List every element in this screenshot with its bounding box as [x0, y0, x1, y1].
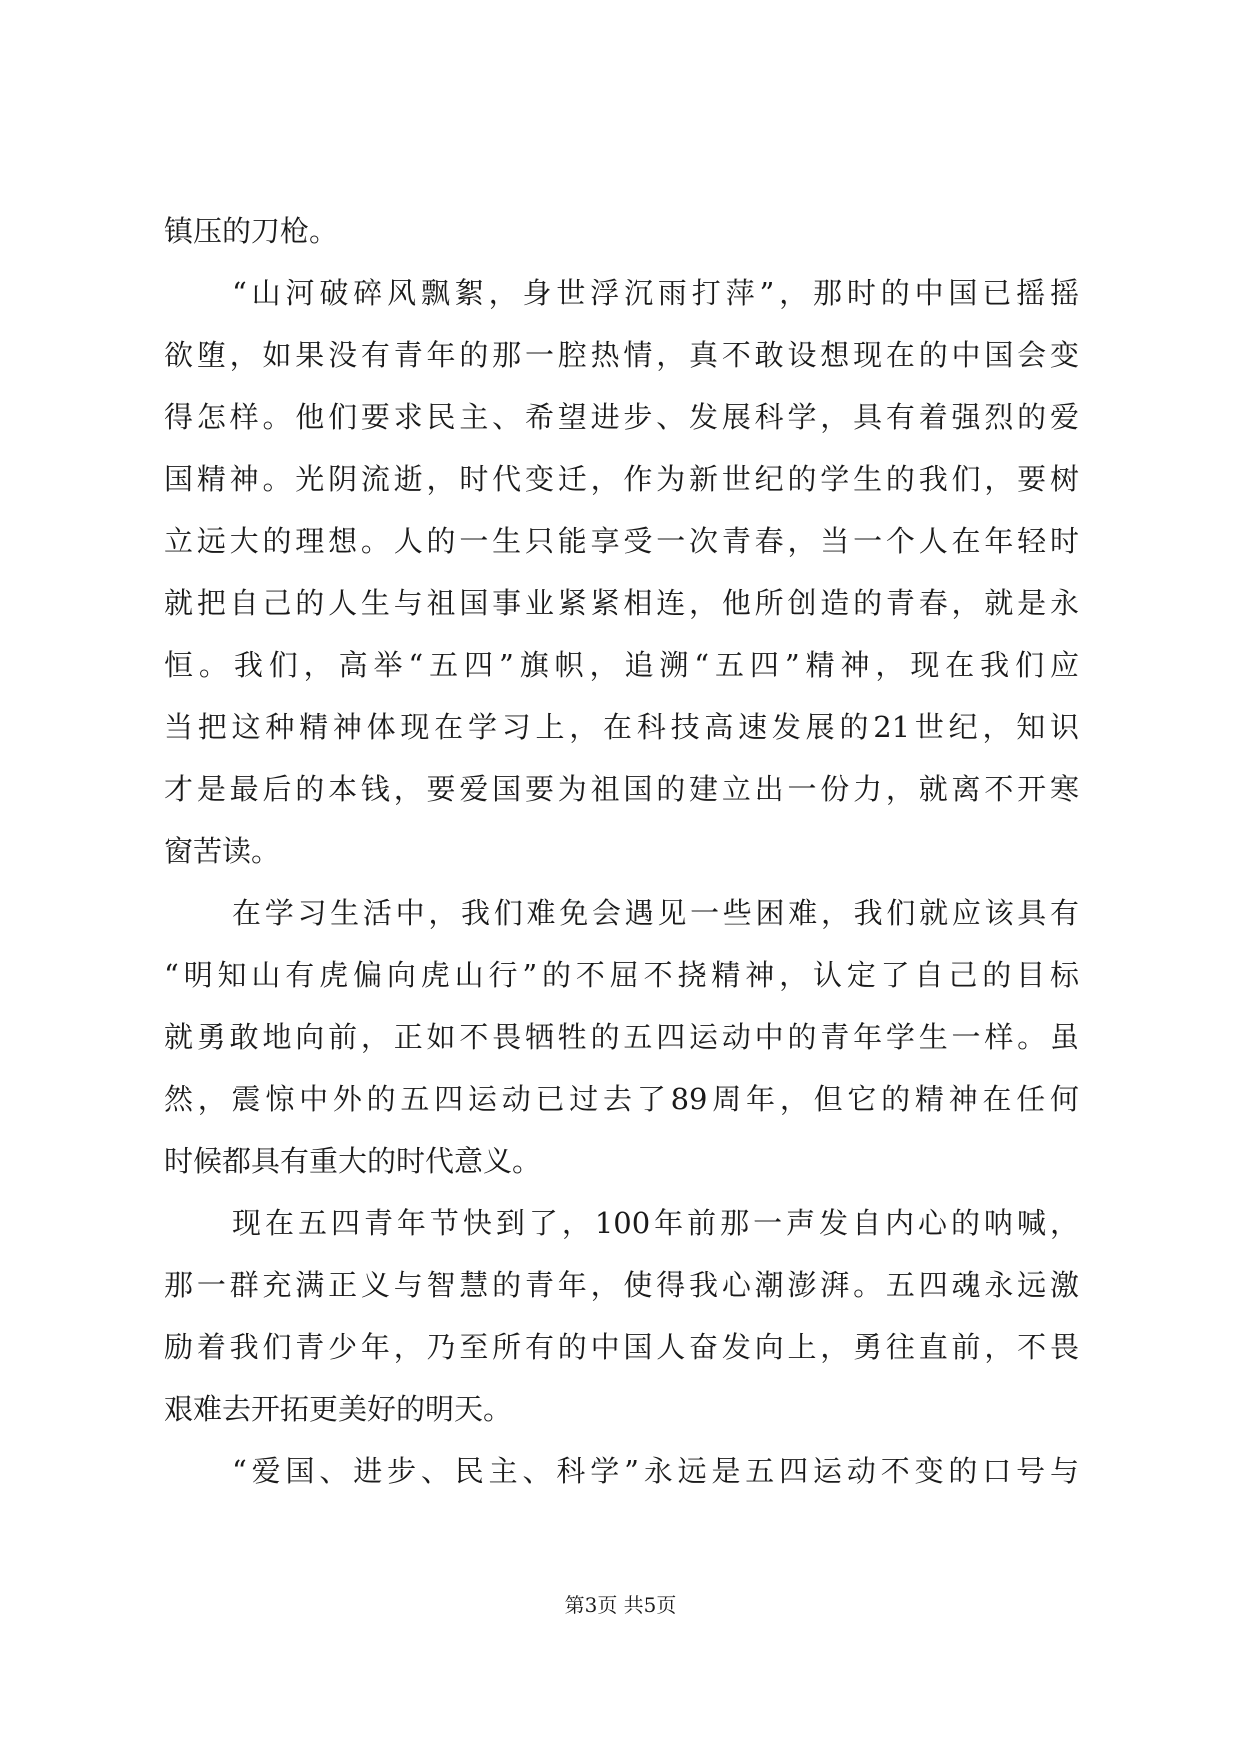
text-line: 在学习生活中，我们难免会遇见一些困难，我们就应该具有 — [232, 896, 1079, 930]
text-line: 就把自己的人生与祖国事业紧紧相连，他所创造的青春，就是永 — [164, 586, 1079, 620]
text-line: 欲堕，如果没有青年的那一腔热情，真不敢设想现在的中国会变 — [164, 338, 1079, 372]
text-line: 得怎样。他们要求民主、希望进步、发展科学，具有着强烈的爱 — [164, 400, 1079, 434]
text-line: 时候都具有重大的时代意义。 — [164, 1144, 542, 1178]
page-number-label: 第3页 共5页 — [564, 1593, 677, 1617]
text-line: 那一群充满正义与智慧的青年，使得我心潮澎湃。五四魂永远激 — [164, 1268, 1079, 1302]
text-line: 艰难去开拓更美好的明天。 — [164, 1392, 513, 1426]
text-line: “山河破碎风飘絮，身世浮沉雨打萍”，那时的中国已摇摇 — [232, 276, 1079, 310]
text-line: 才是最后的本钱，要爱国要为祖国的建立出一份力，就离不开寒 — [164, 772, 1079, 806]
text-line: 现在五四青年节快到了，100年前那一声发自内心的呐喊， — [232, 1206, 1079, 1240]
text-line: 国精神。光阴流逝，时代变迁，作为新世纪的学生的我们，要树 — [164, 462, 1079, 496]
text-line: 当把这种精神体现在学习上，在科技高速发展的21世纪，知识 — [164, 710, 1079, 744]
text-line: 恒。我们，高举“五四”旗帜，追溯“五四”精神，现在我们应 — [164, 648, 1079, 682]
text-line: “爱国、进步、民主、科学”永远是五四运动不变的口号与 — [232, 1454, 1079, 1488]
document-body — [164, 200, 1079, 1502]
text-line: 就勇敢地向前，正如不畏牺牲的五四运动中的青年学生一样。虽 — [164, 1020, 1079, 1054]
text-line: “明知山有虎偏向虎山行”的不屈不挠精神，认定了自己的目标 — [164, 958, 1079, 992]
text-line: 励着我们青少年，乃至所有的中国人奋发向上，勇往直前，不畏 — [164, 1330, 1079, 1364]
text-line: 然，震惊中外的五四运动已过去了89周年，但它的精神在任何 — [164, 1082, 1079, 1116]
text-line: 立远大的理想。人的一生只能享受一次青春，当一个人在年轻时 — [164, 524, 1079, 558]
page-footer — [0, 1590, 1241, 1620]
text-line: 窗苦读。 — [164, 834, 281, 868]
text-line: 镇压的刀枪。 — [164, 214, 339, 248]
